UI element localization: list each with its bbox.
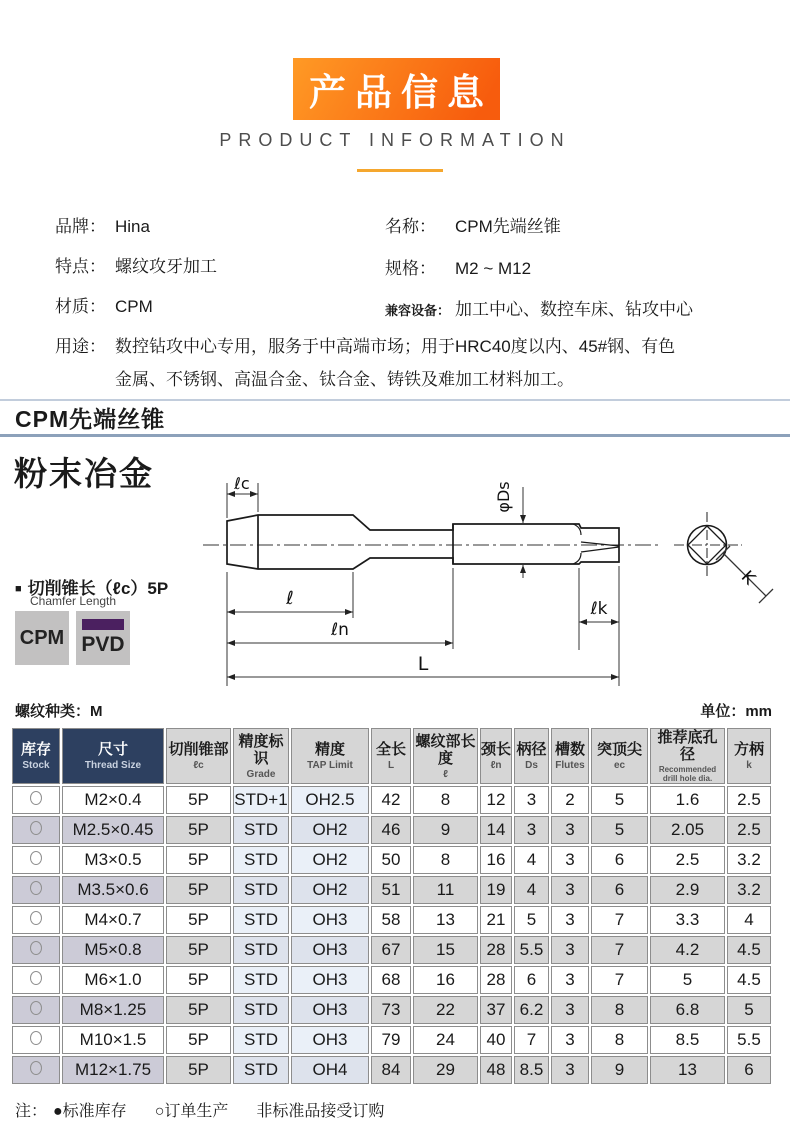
- table-row: [12, 936, 771, 964]
- value-cell: 2.5: [727, 816, 771, 844]
- value-cell: 4.2: [650, 936, 725, 964]
- value-cell: 13: [650, 1056, 725, 1084]
- value-cell: 3.2: [727, 876, 771, 904]
- L-label: L: [417, 653, 429, 675]
- table-row: [12, 966, 771, 994]
- value-cell: 5P: [166, 786, 231, 814]
- value-cell: 21: [480, 906, 512, 934]
- value-cell: 2.5: [650, 846, 725, 874]
- value-cell: 6: [591, 876, 648, 904]
- value-cell: OH4: [291, 1056, 369, 1084]
- value-cell: STD: [233, 906, 289, 934]
- value-cell: 67: [371, 936, 411, 964]
- stock-circle-icon: [30, 821, 42, 835]
- col-header: 切削锥部 ℓc: [166, 728, 231, 784]
- value-cell: 7: [591, 966, 648, 994]
- size-cell: M10×1.5: [62, 1026, 164, 1054]
- value-cell: 19: [480, 876, 512, 904]
- chamfer-note-en: Chamfer Length: [30, 594, 117, 608]
- value-cell: 6.2: [514, 996, 549, 1024]
- value-cell: STD: [233, 816, 289, 844]
- value-cell: 3.2: [727, 846, 771, 874]
- value-cell: 5P: [166, 1056, 231, 1084]
- value-cell: 3: [551, 966, 589, 994]
- l-label: ℓ: [286, 588, 294, 609]
- value-cell: OH2: [291, 846, 369, 874]
- value-cell: 8.5: [650, 1026, 725, 1054]
- value-cell: 4: [514, 876, 549, 904]
- col-header: 颈长 ℓn: [480, 728, 512, 784]
- value-cell: 2.5: [727, 786, 771, 814]
- K-label: K: [736, 566, 760, 590]
- lk-label: ℓk: [590, 599, 608, 619]
- value-cell: 7: [591, 936, 648, 964]
- stock-cell: [12, 996, 60, 1024]
- value-cell: 8: [591, 996, 648, 1024]
- value-cell: STD: [233, 966, 289, 994]
- value-cell: 50: [371, 846, 411, 874]
- col-header: 槽数 Flutes: [551, 728, 589, 784]
- material-field: [55, 292, 153, 317]
- stock-circle-icon: [30, 791, 42, 805]
- value-cell: 58: [371, 906, 411, 934]
- material-label: 材质：: [55, 297, 106, 316]
- brand-field: [55, 212, 150, 237]
- value-cell: 5P: [166, 876, 231, 904]
- device-field: [385, 295, 693, 320]
- stock-circle-icon: [30, 971, 42, 985]
- value-cell: 8: [591, 1026, 648, 1054]
- ln-label: ℓn: [331, 620, 349, 640]
- value-cell: 2.9: [650, 876, 725, 904]
- value-cell: STD: [233, 996, 289, 1024]
- value-cell: 3: [551, 996, 589, 1024]
- stock-cell: [12, 816, 60, 844]
- value-cell: 8: [413, 786, 478, 814]
- value-cell: 3: [551, 1026, 589, 1054]
- value-cell: STD: [233, 846, 289, 874]
- thread-type-label: 螺纹种类：M: [15, 703, 103, 720]
- stock-cell: [12, 846, 60, 874]
- col-header: 螺纹部长度 ℓ: [413, 728, 478, 784]
- value-cell: 42: [371, 786, 411, 814]
- value-cell: 16: [413, 966, 478, 994]
- feature-label: 特点：: [55, 257, 106, 276]
- table-row: [12, 1026, 771, 1054]
- header-row: [12, 728, 771, 784]
- col-header: 推荐底孔径 Recommended drill hole dia.: [650, 728, 725, 784]
- table-row: [12, 1056, 771, 1084]
- spec-label: 规格：: [385, 259, 436, 278]
- table-row: [12, 786, 771, 814]
- stock-cell: [12, 1056, 60, 1084]
- value-cell: 79: [371, 1026, 411, 1054]
- value-cell: 3: [551, 846, 589, 874]
- col-header: 柄径 Ds: [514, 728, 549, 784]
- value-cell: 51: [371, 876, 411, 904]
- chamfer-note-text: 切削锥长（ℓc）5P: [27, 579, 169, 598]
- material-value: CPM: [115, 297, 153, 316]
- value-cell: 14: [480, 816, 512, 844]
- size-cell: M6×1.0: [62, 966, 164, 994]
- pvd-color-bar: [82, 619, 124, 630]
- stock-circle-icon: [30, 851, 42, 865]
- value-cell: 7: [591, 906, 648, 934]
- pvd-badge-label: PVD: [81, 633, 125, 656]
- value-cell: 3: [551, 1056, 589, 1084]
- stock-circle-icon: [30, 911, 42, 925]
- table-row: [12, 906, 771, 934]
- value-cell: 40: [480, 1026, 512, 1054]
- value-cell: STD: [233, 876, 289, 904]
- unit-label: 单位：mm: [700, 703, 772, 720]
- value-cell: 5.5: [514, 936, 549, 964]
- powder-metallurgy-heading: 粉末冶金: [14, 455, 154, 492]
- value-cell: 28: [480, 936, 512, 964]
- value-cell: 4: [727, 906, 771, 934]
- usage-value: 数控钻攻中心专用，服务于中高端市场；用于HRC40度以内、45#钢、有色金属、不锈钢、高温合金、钛合金、铸铁及难加工材料加工。: [115, 337, 676, 389]
- stock-legend: [15, 1098, 412, 1121]
- stock-circle-icon: [30, 1001, 42, 1015]
- value-cell: 37: [480, 996, 512, 1024]
- value-cell: 3: [551, 876, 589, 904]
- value-cell: STD: [233, 1056, 289, 1084]
- value-cell: 16: [480, 846, 512, 874]
- banner-title: 产品信息: [309, 72, 493, 113]
- spec-value: M2 ~ M12: [455, 259, 532, 278]
- feature-field: [55, 252, 217, 277]
- value-cell: 4.5: [727, 966, 771, 994]
- col-header: 精度 TAP Limit: [291, 728, 369, 784]
- value-cell: OH3: [291, 966, 369, 994]
- spec-field: [385, 254, 531, 279]
- value-cell: 84: [371, 1056, 411, 1084]
- stock-cell: [12, 1026, 60, 1054]
- value-cell: 68: [371, 966, 411, 994]
- phids-label: φDs: [494, 481, 513, 513]
- value-cell: 3: [551, 936, 589, 964]
- col-header: 精度标识 Grade: [233, 728, 289, 784]
- table-row: [12, 876, 771, 904]
- value-cell: 3.3: [650, 906, 725, 934]
- pvd-badge: [76, 611, 130, 665]
- size-cell: M3.5×0.6: [62, 876, 164, 904]
- value-cell: 5P: [166, 906, 231, 934]
- col-header: 全长 L: [371, 728, 411, 784]
- value-cell: 1.6: [650, 786, 725, 814]
- value-cell: 24: [413, 1026, 478, 1054]
- value-cell: OH3: [291, 936, 369, 964]
- value-cell: 6: [591, 846, 648, 874]
- stock-cell: [12, 876, 60, 904]
- size-cell: M5×0.8: [62, 936, 164, 964]
- col-header: 库存 Stock: [12, 728, 60, 784]
- value-cell: 5: [514, 906, 549, 934]
- value-cell: STD: [233, 936, 289, 964]
- value-cell: OH3: [291, 996, 369, 1024]
- stock-circle-icon: [30, 941, 42, 955]
- tap-outline: [227, 515, 619, 569]
- value-cell: 2.05: [650, 816, 725, 844]
- value-cell: 6: [514, 966, 549, 994]
- value-cell: 3: [514, 816, 549, 844]
- name-label: 名称：: [385, 217, 436, 236]
- value-cell: OH3: [291, 1026, 369, 1054]
- value-cell: 9: [413, 816, 478, 844]
- banner-underline: [357, 169, 443, 172]
- value-cell: STD: [233, 1026, 289, 1054]
- tap-dimension-diagram: [200, 455, 790, 710]
- stock-circle-icon: [30, 1031, 42, 1045]
- usage-label: 用途：: [55, 337, 106, 356]
- legend-nonstandard: 非标准品接受订购: [256, 1103, 385, 1120]
- name-field: [385, 212, 561, 237]
- value-cell: 8.5: [514, 1056, 549, 1084]
- value-cell: 5P: [166, 846, 231, 874]
- stock-circle-icon: [30, 1061, 42, 1075]
- value-cell: 5P: [166, 936, 231, 964]
- brand-value: Hina: [115, 217, 150, 236]
- centerlines: [203, 512, 742, 578]
- usage-field: [55, 330, 690, 396]
- section-bar: [0, 399, 790, 437]
- value-cell: 3: [551, 816, 589, 844]
- value-cell: 22: [413, 996, 478, 1024]
- value-cell: 6: [727, 1056, 771, 1084]
- value-cell: 3: [551, 906, 589, 934]
- value-cell: 5P: [166, 1026, 231, 1054]
- col-header: 尺寸 Thread Size: [62, 728, 164, 784]
- value-cell: 73: [371, 996, 411, 1024]
- value-cell: 4: [514, 846, 549, 874]
- value-cell: STD+1: [233, 786, 289, 814]
- value-cell: 8: [413, 846, 478, 874]
- size-cell: M4×0.7: [62, 906, 164, 934]
- value-cell: 5: [650, 966, 725, 994]
- value-cell: 5P: [166, 996, 231, 1024]
- stock-circle-icon: [30, 881, 42, 895]
- feature-value: 螺纹攻牙加工: [115, 257, 217, 276]
- value-cell: OH2: [291, 876, 369, 904]
- value-cell: 48: [480, 1056, 512, 1084]
- product-info-banner: [293, 58, 500, 120]
- value-cell: OH2: [291, 816, 369, 844]
- legend-order-production: ○订单生产: [154, 1103, 229, 1120]
- stock-cell: [12, 966, 60, 994]
- col-header: 突顶尖 ec: [591, 728, 648, 784]
- size-cell: M12×1.75: [62, 1056, 164, 1084]
- value-cell: 12: [480, 786, 512, 814]
- value-cell: 11: [413, 876, 478, 904]
- value-cell: 5P: [166, 966, 231, 994]
- stock-cell: [12, 906, 60, 934]
- square-bullet-icon: ■: [15, 583, 22, 595]
- value-cell: 5.5: [727, 1026, 771, 1054]
- table-row: [12, 996, 771, 1024]
- value-cell: 6.8: [650, 996, 725, 1024]
- dimension-labels: [233, 474, 759, 675]
- lc-label: ℓc: [234, 474, 250, 493]
- device-label: 兼容设备：: [385, 303, 451, 318]
- table-row: [12, 846, 771, 874]
- value-cell: 29: [413, 1056, 478, 1084]
- value-cell: 28: [480, 966, 512, 994]
- brand-label: 品牌：: [55, 217, 106, 236]
- value-cell: 46: [371, 816, 411, 844]
- legend-prefix: 注：: [15, 1103, 48, 1120]
- stock-cell: [12, 936, 60, 964]
- section-title: CPM先端丝锥: [15, 406, 166, 432]
- col-header: 方柄 k: [727, 728, 771, 784]
- size-cell: M2.5×0.45: [62, 816, 164, 844]
- size-cell: M2×0.4: [62, 786, 164, 814]
- spec-table: [10, 726, 773, 1086]
- value-cell: 3: [514, 786, 549, 814]
- name-value: CPM先端丝锥: [455, 217, 561, 236]
- value-cell: OH2.5: [291, 786, 369, 814]
- size-cell: M8×1.25: [62, 996, 164, 1024]
- value-cell: 5: [591, 816, 648, 844]
- device-value: 加工中心、数控车床、钻攻中心: [455, 300, 693, 319]
- banner-subtitle: PRODUCT INFORMATION: [219, 130, 571, 150]
- stock-cell: [12, 786, 60, 814]
- value-cell: 15: [413, 936, 478, 964]
- value-cell: 13: [413, 906, 478, 934]
- value-cell: 9: [591, 1056, 648, 1084]
- value-cell: 5: [591, 786, 648, 814]
- value-cell: 5: [727, 996, 771, 1024]
- table-row: [12, 816, 771, 844]
- size-cell: M3×0.5: [62, 846, 164, 874]
- cpm-badge: [15, 611, 69, 665]
- cpm-badge-label: CPM: [19, 626, 65, 649]
- value-cell: OH3: [291, 906, 369, 934]
- value-cell: 5P: [166, 816, 231, 844]
- value-cell: 2: [551, 786, 589, 814]
- value-cell: 7: [514, 1026, 549, 1054]
- legend-standard-stock: ●标准库存: [53, 1103, 127, 1120]
- value-cell: 4.5: [727, 936, 771, 964]
